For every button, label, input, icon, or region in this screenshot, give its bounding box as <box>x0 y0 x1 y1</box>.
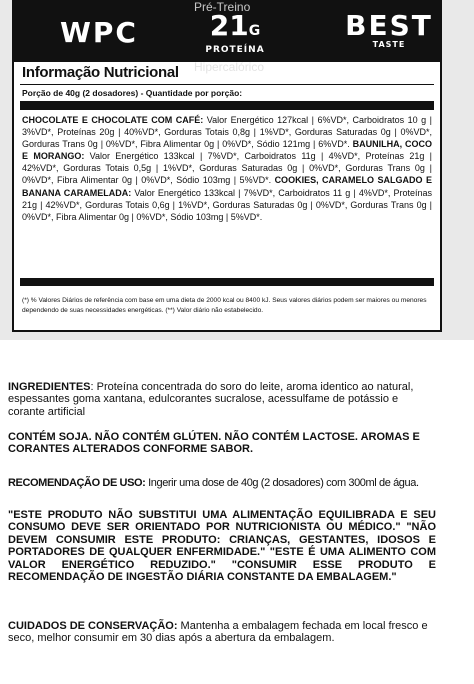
divider-thick-bottom <box>20 278 434 286</box>
flavor2-values: Valor Energético 133kcal | 7%VD*, Carboidratos 11g | 4%VD*, Proteínas 21g | 42%VD*, Gorduras Totais 0,5g | 1%VD*, Gorduras Saturadas 0g | 0%VD*, Gorduras Trans 0g | 0%VD*, Fibra Alimentar 0g | 0%VD*, Sódio 103mg | 5%VD*. <box>22 151 432 186</box>
header-bar <box>14 2 440 62</box>
divider-thin <box>20 84 434 85</box>
recommendation-block <box>8 477 436 489</box>
divider-thick-top <box>20 101 434 110</box>
recommendation-label: RECOMENDAÇÃO DE USO: <box>8 477 146 489</box>
ghost-text-top: Pré-Treino <box>194 0 251 14</box>
nutrition-values <box>22 114 432 223</box>
nutrition-title: Informação Nutricional <box>22 64 179 81</box>
protein-label: PROTEÍNA <box>205 45 265 55</box>
storage-label: CUIDADOS DE CONSERVAÇÃO: <box>8 620 178 632</box>
legal-warning: "ESTE PRODUTO NÃO SUBSTITUI UMA ALIMENTAÇÃO EQUILIBRADA E SEU CONSUMO DEVE SER ORIENTADO POR NUTRICIONISTA OU MÉDICO." "NÃO DEVEM CONSUMIR ESTE PRODUTO: CRIANÇAS, GESTANTES, IDOSOS E PORTADORES DE QUALQUER ENFERMIDADE." "ESTE É UMA ALIMENTO COM VALOR ENERGÉTICO REDUZIDO." "CONSUMIR ESSE PRODUTO E RECOMENDAÇÃO DE INGESTÃO DIÁRIA CONSTANTE DA EMBALAGEM." <box>8 509 436 584</box>
brand-name: BEST <box>345 9 433 42</box>
ingredients-block <box>8 381 436 418</box>
flavor1-values: Valor Energético 127kcal | 6%VD*, Carboidratos 10 g | 3%VD*, Proteínas 20g | 40%VD*, Gorduras Totais 0,8g | 1%VD*, Gorduras Saturadas 0g | 0%VD*, Gorduras Trans 0g | 0%VD*, Fibra Alimentar 0g | 0%VD*, Sódio 121mg | 6%VD*. <box>22 115 432 150</box>
protein-badge <box>200 9 270 55</box>
ingredients-text: : Proteína concentrada do soro do leite, aroma identico ao natural, espessantes goma xantana, edulcorantes sucralose, acessulfame de potássio e corante artificial <box>8 381 414 418</box>
flavor1-name: CHOCOLATE E CHOCOLATE COM CAFÉ: <box>22 115 204 125</box>
allergen-warning: CONTÉM SOJA. NÃO CONTÉM GLÚTEN. NÃO CONTÉM LACTOSE. AROMAS E CORANTES ALTERADOS CONFORME SABOR. <box>8 431 420 456</box>
flavor3-values: Valor Energético 133kcal | 7%VD*, Carboidratos 11 g | 4%VD*, Proteínas 21g | 42%VD*, Gorduras Totais 0,6g | 1%VD*, Gorduras Saturadas 0g | 0%VD*, Gorduras Trans 0g | 0%VD*, Fibra Alimentar 0g | 0%VD*, Sódio 103mg | 5%VD*. <box>22 187 433 222</box>
protein-amount: 21G <box>209 9 261 42</box>
wpc-label: WPC <box>60 16 138 49</box>
portion-line: Porção de 40g (2 dosadores) - Quantidade por porção: <box>22 88 243 98</box>
brand-tagline: TASTE <box>372 40 406 49</box>
nutrition-footnote: (*) % Valores Diários de referência com base em uma dieta de 2000 kcal ou 8400 kJ. Seus valores diários podem ser maiores ou menores dependendo de suas necessidades energéticas. (**) Valor diário não estabelecido. <box>22 297 427 314</box>
flavor3-name: COOKIES, CARAMELO SALGADO E BANANA CARAMELADA: <box>22 175 432 198</box>
ingredients-label: INGREDIENTES <box>8 381 91 393</box>
recommendation-text: Ingerir uma dose de 40g (2 dosadores) com 300ml de água. <box>145 477 419 489</box>
storage-block <box>8 620 436 645</box>
ghost-text-middle: Hipercalórico <box>194 60 265 74</box>
storage-text: Mantenha a embalagem fechada em local fresco e seco, melhor consumir em 30 dias após a abertura da embalagem. <box>8 620 428 645</box>
brand-logo <box>344 9 434 49</box>
nutrition-panel <box>12 0 442 332</box>
flavor2-name: BAUNILHA, COCO E MORANGO: <box>22 139 432 162</box>
